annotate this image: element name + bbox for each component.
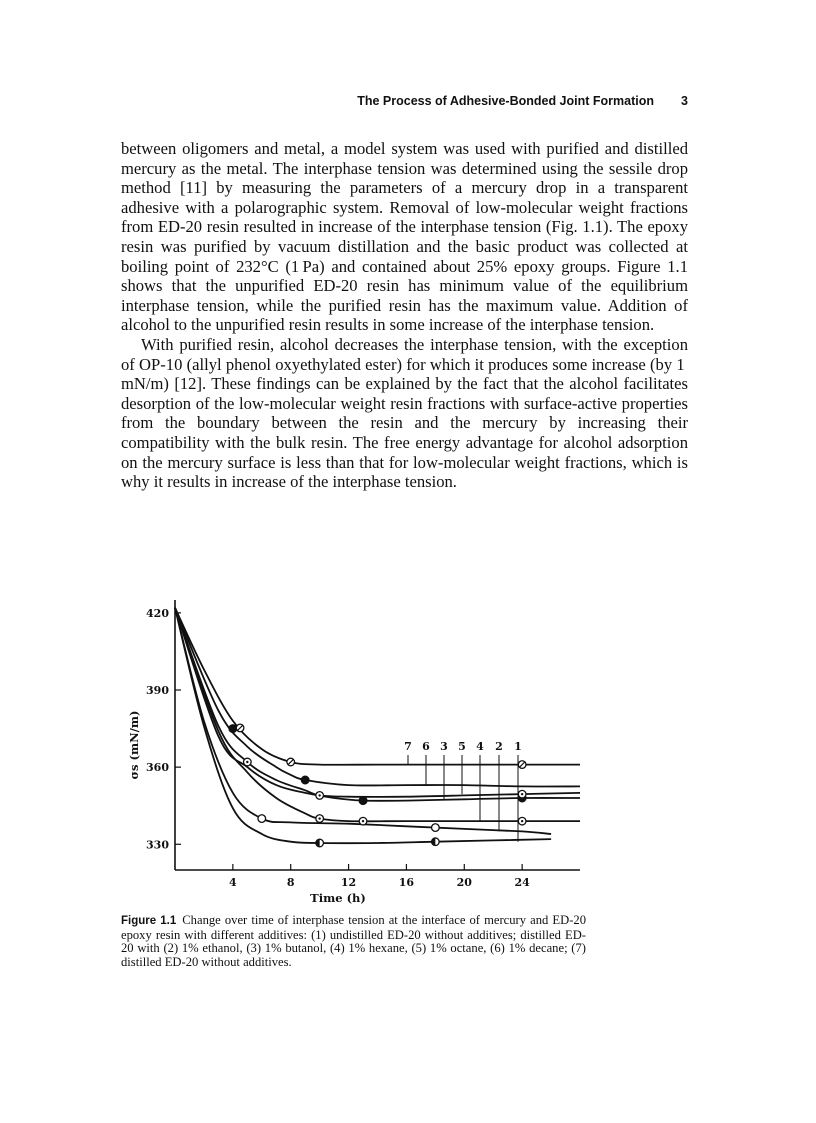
caption-label: Figure 1.1 bbox=[121, 915, 177, 927]
series-5-marker bbox=[316, 792, 324, 800]
marker-dot bbox=[521, 793, 523, 795]
curve-number-label: 5 bbox=[458, 740, 466, 753]
series-1-marker bbox=[316, 839, 324, 847]
x-axis-label: Time (h) bbox=[310, 891, 366, 905]
series-line-5 bbox=[175, 608, 580, 797]
series-7-marker bbox=[518, 761, 526, 769]
series-line-3 bbox=[175, 608, 580, 801]
x-tick-label: 24 bbox=[514, 876, 530, 889]
series-4-marker bbox=[518, 817, 526, 825]
figure-caption bbox=[121, 914, 586, 969]
y-tick-label: 360 bbox=[146, 761, 169, 775]
marker-dot bbox=[521, 820, 523, 822]
curve-number-label: 3 bbox=[440, 740, 448, 753]
x-tick-label: 16 bbox=[398, 876, 415, 889]
chart-series bbox=[175, 608, 580, 847]
chart-tick-labels bbox=[146, 607, 530, 889]
series-7-marker bbox=[236, 724, 244, 732]
line-chart bbox=[118, 595, 598, 905]
series-4-marker bbox=[359, 817, 367, 825]
curve-number-label: 2 bbox=[495, 740, 503, 753]
series-2-marker bbox=[432, 824, 440, 832]
series-1-marker bbox=[432, 838, 440, 846]
x-tick-label: 20 bbox=[456, 876, 472, 889]
figure-chart bbox=[118, 595, 598, 905]
curve-number-label: 7 bbox=[404, 740, 412, 753]
series-line-4 bbox=[175, 608, 580, 822]
page-number: 3 bbox=[681, 94, 688, 108]
y-tick-label: 390 bbox=[146, 684, 169, 697]
series-7-marker bbox=[287, 758, 295, 766]
series-6-marker bbox=[301, 776, 309, 784]
x-tick-label: 4 bbox=[229, 876, 237, 889]
paragraph: between oligomers and metal, a model system was used with purified and distilled mercury as the metal. The interphase tension was determined using the sessile drop method [11] by measuring the parameters of a mercury drop in a transparent adhesive with a polarographic system. Removal of low-molecular weight fractions from ED-20 resin resulted in increase of the interphase tension (Fig. 1.1). The epoxy resin was purified by vacuum distillation and the basic product was collected at boiling point of 232°C (1 Pa) and contained about 25% epoxy groups. Figure 1.1 shows that the unpurified ED-20 resin has minimum value of the equilibrium interphase tension, while the purified resin has the maximum value. Addition of alcohol to the unpurified resin results in some increase of the interphase tension. bbox=[121, 139, 688, 335]
series-2-marker bbox=[258, 815, 266, 823]
curve-number-label: 6 bbox=[422, 740, 430, 753]
running-title: The Process of Adhesive-Bonded Joint Formation bbox=[357, 94, 654, 108]
series-4-marker bbox=[316, 815, 324, 823]
marker-dot bbox=[318, 794, 320, 796]
paragraph: With purified resin, alcohol decreases the interphase tension, with the exception of OP-10 (allyl phenol oxyethylated ester) for which it produces some increase (by 1 mN/m) [12]. These findings can be explained by the fact that the alcohol facilitates desorption of the low-molecular weight resin fractions with surface-active properties from the boundary between the resin and the mercury by increasing their compatibility with the bulk resin. The free energy advantage for alcohol adsorption on the mercury surface is less than that for low-molecular weight fractions, which is why it results in increase of the interphase tension. bbox=[121, 334, 688, 492]
x-tick-label: 8 bbox=[286, 876, 295, 889]
curve-number-label: 1 bbox=[514, 740, 522, 753]
y-tick-label: 420 bbox=[146, 606, 169, 620]
x-tick-label: 12 bbox=[340, 876, 357, 889]
caption-text: Change over time of interphase tension at the interface of mercury and ED-20 epoxy resin with different additives: (1) undistilled ED-20 without additives; distilled ED-20 with (2) 1% ethanol, (3) 1% butanol, (4) 1% hexane, (5) 1% octane, (6) 1% decane; (7) distilled ED-20 without additives. bbox=[121, 913, 587, 969]
curve-number-label: 4 bbox=[476, 740, 484, 753]
marker-dot bbox=[318, 817, 320, 819]
y-axis-label: σs (mN/m) bbox=[127, 710, 141, 780]
series-3-marker bbox=[359, 797, 367, 805]
marker-dot bbox=[362, 820, 364, 822]
y-tick-label: 330 bbox=[146, 838, 169, 852]
series-5-marker bbox=[518, 790, 526, 798]
series-5-marker bbox=[244, 758, 252, 766]
body-text bbox=[121, 139, 688, 492]
running-header bbox=[122, 94, 688, 112]
marker-dot bbox=[246, 761, 248, 763]
